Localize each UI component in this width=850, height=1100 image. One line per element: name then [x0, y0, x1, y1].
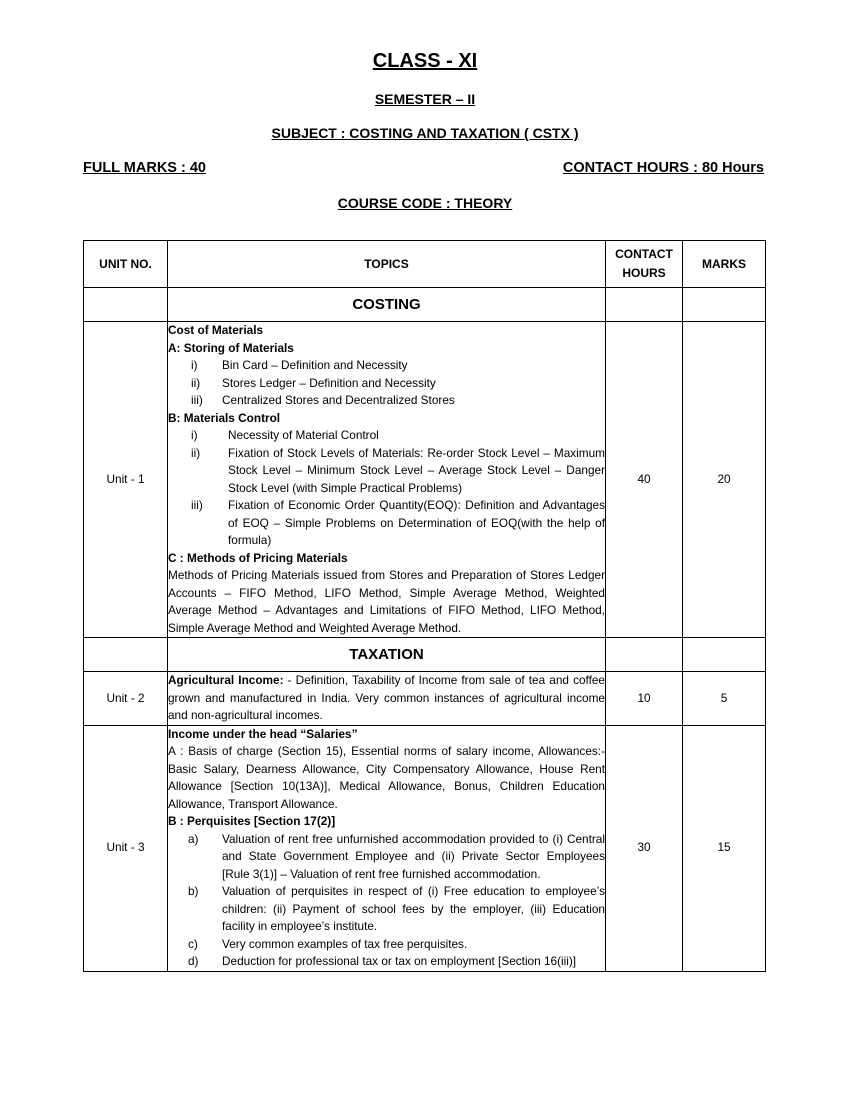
list-text: Bin Card – Definition and Necessity [222, 358, 408, 372]
section-row-costing [84, 288, 766, 322]
contact-hours: CONTACT HOURS : 80 Hours [562, 160, 764, 176]
class-title: CLASS - XI [372, 50, 478, 72]
contact-hours-value: 40 [606, 322, 683, 638]
list-marker: iii) [191, 498, 203, 512]
list-marker: ii) [191, 445, 201, 460]
unit-topics [168, 672, 606, 726]
paragraph: A : Basis of charge (Section 15), Essential norms of salary income, Allowances:- Basic Salary, Dearness Allowance, City Compensatory Allowance, House Rent Allowance [Section 10(13A)], Medical Allowance, Bonus, Children Education Allowance, Transport Allowance. [168, 744, 605, 811]
header-unit-no: UNIT NO. [84, 241, 168, 288]
header-contact-line1: CONTACT [615, 247, 673, 261]
list-marker: c) [188, 936, 198, 951]
topic-title: Income under the head “Salaries” [168, 726, 358, 741]
topic-title: Agricultural Income: [168, 673, 284, 687]
table-row-unit-1 [84, 322, 766, 638]
header-contact-hours [606, 241, 683, 288]
subsection-title: B : Perquisites [Section 17(2)] [168, 814, 336, 828]
empty-cell [683, 288, 766, 322]
table-header-row [84, 241, 766, 288]
unit-topics [168, 725, 606, 971]
list-text: Fixation of Stock Levels of Materials: Re-order Stock Level – Maximum Stock Level – Minimum Stock Level – Average Stock Level – Danger Stock Level (with Simple Practical Problems) [228, 445, 605, 495]
list-item [168, 392, 605, 410]
semester-heading: SEMESTER – II [374, 91, 476, 107]
syllabus-table [83, 240, 766, 972]
full-marks: FULL MARKS : 40 [83, 160, 206, 176]
list-text: Stores Ledger – Definition and Necessity [222, 375, 436, 390]
list-item [168, 883, 605, 936]
list-text: Valuation of rent free unfurnished accommodation provided to (i) Central and State Government Employee and (ii) Private Sector Employees [Rule 3(1)] – Valuation of rent free furnished accommodation. [222, 831, 605, 881]
table-row-unit-3 [84, 725, 766, 971]
header-topics: TOPICS [168, 241, 606, 288]
header-contact-line2: HOURS [622, 266, 666, 280]
list-text: Deduction for professional tax or tax on employment [Section 16(iii)] [222, 954, 577, 968]
unit-topics [168, 322, 606, 638]
contact-hours-value: 10 [606, 672, 683, 726]
topic-text: - Definition, Taxability of Income from sale of tea and coffee grown and manufactured in India. Very common instances of agricultural income and non-agricultural incomes. [168, 673, 605, 722]
list-marker: b) [188, 884, 199, 898]
list-item [168, 427, 605, 445]
marks-value: 5 [683, 672, 766, 726]
section-label-costing: COSTING [168, 288, 606, 322]
course-code: COURSE CODE : THEORY [337, 195, 513, 211]
list-item [168, 953, 605, 971]
list-item [168, 831, 605, 884]
unit-number: Unit - 3 [84, 725, 168, 971]
list-marker: a) [188, 831, 199, 846]
list-text: Valuation of perquisites in respect of (i) Free education to employee’s children: (ii) Payment of school fees by the employer, (iii) Education facility in employee’s institute. [222, 884, 605, 933]
empty-cell [84, 638, 168, 672]
contact-hours-value: 30 [606, 725, 683, 971]
list-item [168, 445, 605, 498]
unit-number: Unit - 2 [84, 672, 168, 726]
list-marker: i) [191, 428, 198, 442]
list-marker: d) [188, 954, 199, 968]
topic-title: Cost of Materials [168, 323, 264, 337]
list-marker: i) [191, 358, 198, 372]
list-text: Fixation of Economic Order Quantity(EOQ): Definition and Advantages of EOQ – Simple Problems on Determination of EOQ(with the help of formula) [228, 498, 605, 547]
header-marks: MARKS [683, 241, 766, 288]
empty-cell [606, 638, 683, 672]
list-item [168, 497, 605, 550]
marks-value: 20 [683, 322, 766, 638]
subject-heading: SUBJECT : COSTING AND TAXATION ( CSTX ) [271, 125, 579, 141]
marks-value: 15 [683, 725, 766, 971]
list-marker: iii) [191, 393, 203, 407]
list-text: Very common examples of tax free perquisites. [222, 936, 468, 951]
table-row-unit-2 [84, 672, 766, 726]
paragraph: Methods of Pricing Materials issued from Stores and Preparation of Stores Ledger Accounts – FIFO Method, LIFO Method, Simple Average Method, Weighted Average Method – Advantages and Limitations of FIFO Method, LIFO Method, Simple Average Method and Weighted Average Method. [168, 568, 605, 635]
empty-cell [84, 288, 168, 322]
subsection-title: C : Methods of Pricing Materials [168, 550, 348, 565]
list-text: Centralized Stores and Decentralized Stores [222, 393, 455, 407]
list-text: Necessity of Material Control [228, 428, 379, 442]
empty-cell [606, 288, 683, 322]
list-marker: ii) [191, 375, 201, 390]
subsection-title: B: Materials Control [168, 410, 281, 425]
unit-number: Unit - 1 [84, 322, 168, 638]
subsection-title: A: Storing of Materials [168, 340, 294, 355]
list-item [168, 375, 605, 393]
section-row-taxation [84, 638, 766, 672]
list-item [168, 357, 605, 375]
empty-cell [683, 638, 766, 672]
section-label-taxation: TAXATION [168, 638, 606, 672]
list-item [168, 936, 605, 954]
